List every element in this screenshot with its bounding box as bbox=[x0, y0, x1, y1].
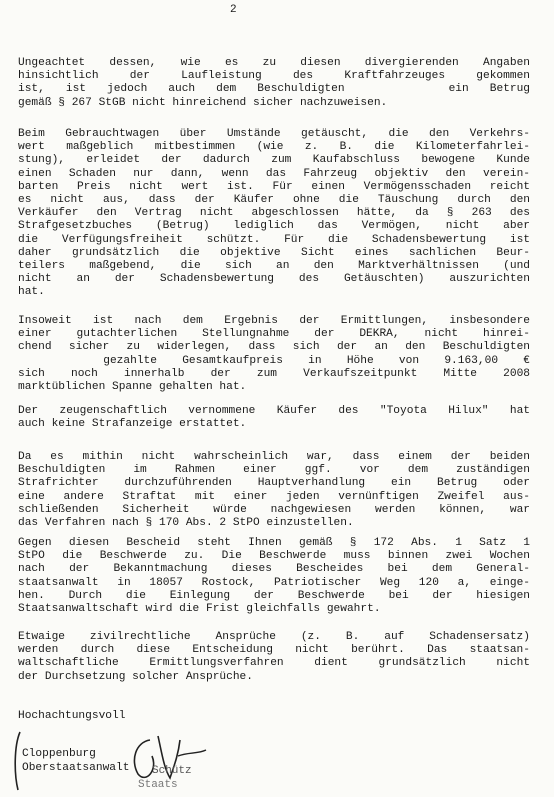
text-segment: ein Betrug bbox=[448, 83, 531, 96]
text-line: staatsanwalt in 18057 Rostock, Patriotischer Weg 120 a, einge- bbox=[18, 576, 530, 589]
text-line: stung), erleidet der dadurch zum Kaufabschluss bewogene Kunde bbox=[18, 154, 530, 167]
text-line bbox=[18, 355, 530, 368]
text-line: Gegen diesen Bescheid steht Ihnen gemäß § 172 Abs. 1 Satz 1 bbox=[18, 537, 530, 549]
text-line: Insoweit ist nach dem Ergebnis der Ermittlungen, insbesondere bbox=[18, 315, 530, 327]
paragraph-6 bbox=[18, 537, 530, 616]
text-line: schließenden Sicherheit würde nachgewiesen werden können, war bbox=[18, 503, 530, 516]
paragraph-3 bbox=[18, 315, 530, 394]
text-line: auch keine Strafanzeige erstattet. bbox=[18, 418, 247, 431]
paragraph-4 bbox=[18, 405, 530, 431]
stamp-text: Staats bbox=[138, 779, 178, 791]
paragraph-7 bbox=[18, 631, 530, 684]
text-segment: ist, ist jedoch auch dem Beschuldigten bbox=[18, 83, 345, 96]
text-line: der Durchsetzung solcher Ansprüche. bbox=[18, 670, 253, 683]
text-line: hinsichtlich der Laufleistung des Kraftfahrzeuges gekommen bbox=[18, 70, 530, 83]
signatory-title: Oberstaatsanwalt bbox=[22, 762, 130, 774]
text-line: einen Schaden nur dann, wenn das Fahrzeug objektiv den verein- bbox=[18, 167, 530, 180]
text-line: einer gutachterlichen Stellungnahme der DEKRA, nicht hinrei- bbox=[18, 328, 530, 341]
paragraph-5 bbox=[18, 451, 530, 530]
text-line: Staatsanwaltschaft wird die Frist gleichfalls gewahrt. bbox=[18, 603, 381, 616]
text-line: hat. bbox=[18, 286, 45, 299]
closing-salutation: Hochachtungsvoll bbox=[18, 710, 126, 722]
paragraph-1 bbox=[18, 57, 530, 110]
text-line: gemäß § 267 StGB nicht hinreichend sicher nachzuweisen. bbox=[18, 96, 388, 109]
signature-block bbox=[12, 710, 272, 797]
text-line: Der zeugenschaftlich vernommene Käufer des "Toyota Hilux" hat bbox=[18, 405, 530, 417]
handwritten-signature bbox=[12, 726, 212, 796]
text-line: Etwaige zivilrechtliche Ansprüche (z. B. auf Schadensersatz) bbox=[18, 631, 530, 643]
text-line: Verkäufer den Vertrag nicht abgeschlossen hätte, da § 263 des bbox=[18, 207, 530, 220]
text-line: barten Preis nicht wert ist. Für einen Vermögensschaden reicht bbox=[18, 180, 530, 193]
page-number: 2 bbox=[230, 4, 237, 16]
text-line: es nicht aus, dass der Käufer ohne die Täuschung durch den bbox=[18, 194, 530, 207]
redacted-name bbox=[18, 355, 78, 364]
text-line: hen. Durch die Einlegung der Beschwerde bei der hiesigen bbox=[18, 589, 530, 602]
text-line: das Verfahren nach § 170 Abs. 2 StPO einzustellen. bbox=[18, 517, 354, 530]
paragraph-2 bbox=[18, 128, 530, 300]
signatory-name: Cloppenburg bbox=[22, 748, 96, 760]
text-line: Ungeachtet dessen, wie es zu diesen divergierenden Angaben bbox=[18, 57, 530, 69]
text-line: Beschuldigten im Rahmen einer ggf. vor dem zuständigen bbox=[18, 464, 530, 477]
text-line: die Verfügungsfreiheit schützt. Für die Schadensbewertung ist bbox=[18, 233, 530, 246]
text-line: Strafgesetzbuches (Betrug) lediglich das Vermögen, nicht aber bbox=[18, 220, 530, 233]
text-line: eine andere Straftat mit einer jeden vernünftigen Zweifel aus- bbox=[18, 490, 530, 503]
text-line bbox=[18, 83, 530, 96]
text-line: StPO die Beschwerde zu. Die Beschwerde muss binnen zwei Wochen bbox=[18, 550, 530, 563]
stamp-text: Schütz bbox=[152, 765, 192, 777]
text-line: werden durch diese Entscheidung nicht berührt. Das staatsan- bbox=[18, 644, 530, 657]
text-line: sich noch innerhalb der zum Verkaufszeitpunkt Mitte 2008 bbox=[18, 367, 530, 380]
text-segment: gezahlte Gesamtkaufpreis in Höhe von 9.163,00 € bbox=[103, 354, 530, 367]
text-line: waltschaftliche Ermittlungsverfahren dient grundsätzlich nicht bbox=[18, 657, 530, 670]
text-line: marktüblichen Spanne gehalten hat. bbox=[18, 381, 247, 394]
text-line: Strafrichter durchzuführenden Hauptverhandlung ein Betrug oder bbox=[18, 477, 530, 490]
text-line: nicht an der Schadensbewertung des Getäuschten) auszurichten bbox=[18, 273, 530, 286]
text-line: Beim Gebrauchtwagen über Umstände getäuscht, die den Verkehrs- bbox=[18, 128, 530, 140]
text-line: nach der Bekanntmachung dieses Bescheides bei dem General- bbox=[18, 563, 530, 576]
redacted-name bbox=[366, 84, 428, 93]
text-line: teilers maßgebend, die sich an den Marktverhältnissen (und bbox=[18, 260, 530, 273]
text-line: chend sicher zu widerlegen, dass sich der an den Beschuldigten bbox=[18, 341, 530, 354]
text-line: daher grundsätzlich die objektive Sicht eines sachlichen Beur- bbox=[18, 246, 530, 259]
text-line: Da es mithin nicht wahrscheinlich war, dass einem der beiden bbox=[18, 451, 530, 463]
text-line: wert maßgeblich mitbestimmen (wie z. B. die Kilometerfahrlei- bbox=[18, 141, 530, 154]
